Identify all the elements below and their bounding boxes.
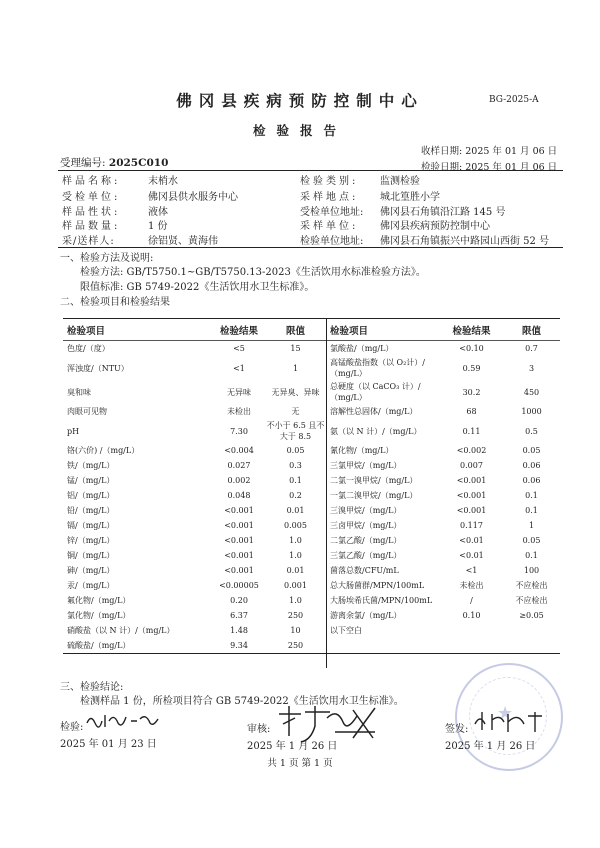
cell-result-right [440,638,503,654]
cell-result-left: <0.001 [224,566,254,575]
results-table [63,318,560,654]
cell-item-left: 汞/（mg/L） [67,581,115,590]
table-row [63,518,560,533]
table-row [63,548,560,563]
reviewer-date: 2025 年 1 月 26 日 [247,741,338,752]
cell-limit-left: 15 [290,344,301,353]
sampling-unit: 佛冈县疾病预防控制中心 [380,221,490,232]
cell-item-right: 氯酸盐/（mg/L） [330,344,394,353]
cell-result-right: / [470,596,473,605]
table-row [63,578,560,593]
table-row [63,341,560,357]
header-result-left: 检验结果 [213,319,265,341]
cell-item-left: pH [67,426,80,436]
inspected-unit: 佛冈县供水服务中心 [148,192,238,203]
table-header [63,319,560,341]
cell-result-left: <1 [233,363,245,373]
cell-item-right: 三氯甲烷/（mg/L） [330,461,402,470]
table-row [63,404,560,419]
cell-result-right: 30.2 [462,387,481,397]
conclusion-text: 检测样品 1 份，所检项目符合 GB 5749-2022《生活饮用水卫生标准》。 [80,696,404,707]
cell-result-left: <0.001 [224,506,254,515]
cell-limit-left: 1.0 [289,551,302,560]
cell-item-right: 总硬度（以 CaCO₃ 计）/（mg/L） [330,382,421,402]
cell-result-right: 未检出 [459,581,484,590]
table-row [63,623,560,638]
cell-limit-left: 10 [290,626,301,635]
table-row [63,593,560,608]
sample-qty: 1 份 [148,221,168,232]
cell-item-left: 肉眼可见物 [67,407,107,416]
approver-signature [472,708,552,740]
header-item-left: 检验项目 [63,319,213,341]
cell-limit-right: 0.05 [522,446,541,455]
cell-limit-right: 1 [528,521,535,530]
cell-item-right: 三氯乙酸/（mg/L） [330,551,402,560]
cell-item-left: 浑浊度/（NTU） [67,363,129,373]
table-row [63,443,560,458]
cell-limit-right: 0.05 [522,536,541,545]
cell-result-left: 1.48 [230,626,248,635]
cell-limit-left: 0.005 [284,521,307,530]
cell-item-left: 氯化物/（mg/L） [67,611,131,620]
table-row [63,380,560,404]
section2-title: 二、检验项目和检验结果 [60,297,170,308]
cell-result-right: <0.001 [456,491,487,500]
table-row [63,503,560,518]
section1-title: 一、检验方法及说明: [60,253,154,264]
cell-result-right: <0.001 [456,476,487,485]
report-title: 检验报告 [252,123,347,138]
accept-number: 受理编号: 2025C010 [60,157,169,169]
cell-item-right: 氨（以 N 计）/（mg/L） [330,426,422,436]
header-result-right: 检验结果 [440,319,503,341]
cell-limit-right: 0.1 [525,506,538,515]
cell-result-left: 0.027 [227,461,251,470]
cell-limit-left: 1.0 [289,596,302,605]
cell-result-left: <5 [233,344,245,353]
table-row [63,638,560,654]
cell-item-right: 二氯乙酸/（mg/L） [330,536,402,545]
cell-item-right: 二氯一溴甲烷/（mg/L） [330,476,418,485]
cell-limit-left: 250 [265,638,326,654]
cell-item-right: 菌落总数/CFU/mL [330,566,399,575]
cell-item-left: 臭和味 [67,387,91,397]
cell-limit-right: 不应检出 [515,596,548,605]
cell-result-left: 无异味 [227,387,251,397]
cell-limit-right: 0.5 [525,426,538,436]
cell-item-right: 游离余氯/（mg/L） [330,611,402,620]
cell-limit-left: 250 [287,611,304,620]
inspector-date: 2025 年 01 月 23 日 [60,739,157,750]
cell-item-left: 锌/（mg/L） [67,536,115,545]
table-row [63,563,560,578]
method-text: 检验方法: GB/T5750.1~GB/T5750.13-2023《生活饮用水标准检验方法》。 [80,267,426,278]
receive-date: 收样日期: 2025 年 01 月 06 日 [421,146,558,157]
cell-result-right: <0.001 [456,506,487,515]
cell-item-left: 硫酸盐/（mg/L） [63,638,213,654]
cell-result-left: <0.001 [224,551,254,560]
official-stamp: ★ [455,663,563,771]
cell-limit-left: 0.001 [284,581,307,590]
cell-item-right: 一氯二溴甲烷/（mg/L） [330,491,418,500]
cell-result-left: <0.001 [224,521,254,530]
cell-limit-left: 0.01 [286,566,305,575]
cell-item-left: 铅/（mg/L） [67,506,115,515]
cell-result-left: <0.004 [224,446,254,455]
cell-result-right: 0.007 [460,461,483,470]
cell-item-right: 总大肠菌群/MPN/100mL [330,581,425,590]
cell-result-left: 0.20 [230,596,248,605]
cell-limit-right: 不应检出 [515,581,548,590]
page-number: 共 1 页 第 1 页 [267,758,333,769]
cell-limit-left: 不小于 6.5 且不大于 8.5 [266,421,325,441]
header-limit-left: 限值 [265,319,326,341]
cell-limit-left: 无异臭、异味 [271,387,320,397]
cell-result-right [440,623,503,638]
cell-result-right: <0.01 [459,536,484,545]
cell-limit-left: 无 [291,407,300,416]
cell-item-left: 锰/（mg/L） [67,476,115,485]
report-code: BG-2025-A [489,95,539,105]
cell-result-right: <0.10 [459,344,484,353]
cell-limit-left: 0.2 [289,491,302,500]
cell-limit-right: 100 [523,566,540,575]
sample-state: 液体 [148,207,168,218]
cell-result-right: 0.10 [462,611,481,620]
cell-item-left: 镉/（mg/L） [67,521,115,530]
test-type: 监测检验 [380,176,420,187]
cell-result-right: 0.11 [462,426,481,436]
cell-limit-right: 0.06 [522,476,541,485]
header-item-right: 检验项目 [326,319,440,341]
cell-item-left: 铝/（mg/L） [67,491,115,500]
cell-limit-right: 3 [528,363,535,373]
cell-result-right: 0.117 [460,521,483,530]
cell-result-right: <1 [465,566,478,575]
cell-limit-right: 0.06 [522,461,541,470]
cell-item-left: 色度/（度） [67,344,110,353]
table-row [63,356,560,380]
approver-date: 2025 年 1 月 26 日 [445,741,536,752]
cell-item-right [326,638,440,654]
cell-limit-left: 0.3 [289,461,302,470]
table-row [63,533,560,548]
inspector-label: 检验: [60,722,84,733]
cell-limit-left: 1.0 [289,536,302,545]
cell-item-left: 铁/（mg/L） [67,461,115,470]
cell-result-left: 9.34 [213,638,265,654]
cell-item-right: 以下空白 [330,626,362,635]
cell-item-right: 氰化物/（mg/L） [330,446,394,455]
cell-item-left: 硝酸盐（以 N 计）/（mg/L） [67,626,175,635]
table-row [63,458,560,473]
cell-limit-right: 1000 [521,407,542,416]
collector: 徐铝贤、黄海伟 [148,236,218,247]
approver-label: 签发: [445,724,469,735]
table-divider [326,318,327,668]
cell-item-right: 溶解性总固体/（mg/L） [330,407,418,416]
cell-result-left: 0.048 [227,491,251,500]
sampling-site: 城北篁胜小学 [380,192,440,203]
cell-limit-right: 0.7 [525,344,538,353]
info-top-rule [58,170,563,171]
cell-result-left: 7.30 [230,426,248,436]
org-title: 佛冈县疾病预防控制中心 [176,91,424,110]
table-row [63,608,560,623]
cell-limit-right: ≥0.05 [519,611,544,620]
inspected-address: 佛冈县石角镇沿江路 145 号 [380,207,506,218]
cell-limit-right [503,638,560,654]
section3-title: 三、检验结论: [60,682,124,693]
info-bottom-rule [58,247,563,248]
cell-result-right: <0.002 [456,446,487,455]
table-row [63,473,560,488]
cell-item-right: 三溴甲烷/（mg/L） [330,506,402,515]
cell-item-right: 大肠埃希氏菌/MPN/100mL [330,596,433,605]
cell-limit-left: 0.05 [286,446,305,455]
table-row [63,488,560,503]
sample-name: 末梢水 [148,176,178,187]
cell-limit-right: 450 [523,387,540,397]
cell-result-right: 0.59 [462,363,481,373]
cell-result-left: <0.00005 [219,581,259,590]
cell-result-right: 68 [466,407,477,416]
cell-limit-left: 0.01 [286,506,305,515]
cell-result-left: <0.001 [224,536,254,545]
header-limit-right: 限值 [503,319,560,341]
cell-result-left: 0.002 [227,476,251,485]
limit-text: 限值标准: GB 5749-2022《生活饮用水卫生标准》。 [80,282,315,293]
cell-item-left: 铜/（mg/L） [67,551,115,560]
cell-result-right: <0.01 [459,551,484,560]
cell-limit-right: 0.1 [525,491,538,500]
reviewer-label: 审核: [247,724,271,735]
cell-limit-left: 1 [292,363,299,373]
table-row [63,419,560,443]
cell-item-left: 砷/（mg/L） [67,566,115,575]
cell-limit-right [503,623,560,638]
cell-limit-left: 0.1 [289,476,302,485]
inspector-signature [85,711,160,735]
testing-address: 佛冈县石角镇振兴中路园山西街 52 号 [380,236,550,247]
cell-result-left: 6.37 [230,611,248,620]
cell-item-right: 三卤甲烷/（mg/L） [330,521,402,530]
test-date: 检验日期: 2025 年 01 月 06 日 [421,162,558,173]
cell-item-left: 氟化物/（mg/L） [67,596,131,605]
cell-item-left: 铬(六价) /（mg/L） [67,446,140,455]
cell-result-left: 未检出 [227,407,251,416]
cell-limit-right: 0.1 [525,551,538,560]
cell-item-right: 高锰酸盐指数（以 O₂计）/（mg/L） [330,358,426,378]
